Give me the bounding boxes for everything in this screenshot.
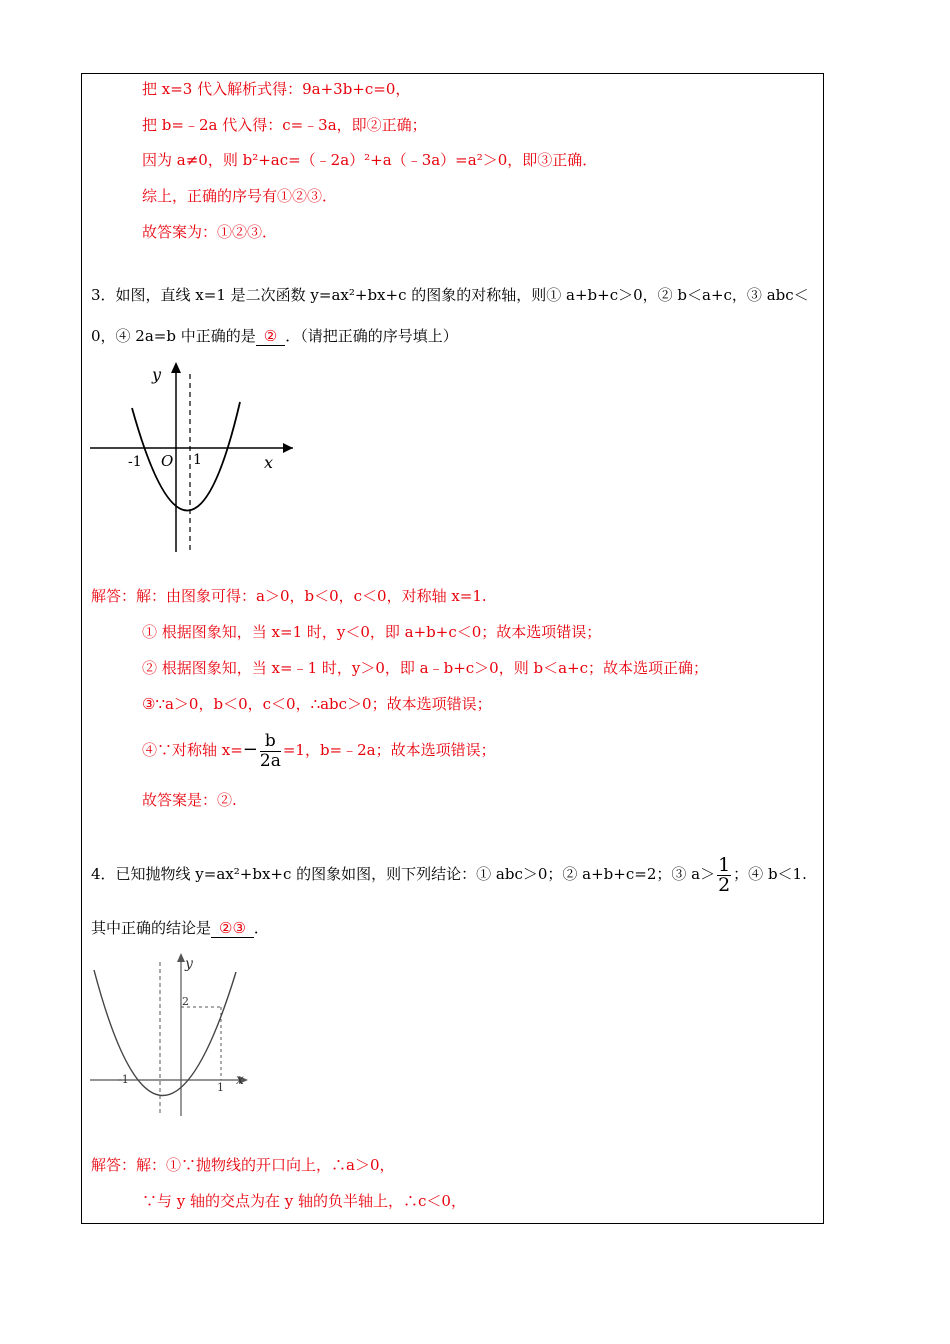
q3-solution-text: ④∵对称轴 x= xyxy=(142,741,243,759)
q3-solution: ① 根据图象知，当 x=1 时，y＜0，即 a+b+c＜0；故本选项错误； xyxy=(142,623,602,641)
solution-line: 故答案为：①②③． xyxy=(142,223,278,241)
tick-label: 2 xyxy=(182,995,189,1008)
y-axis-arrow xyxy=(177,953,185,962)
y-label: y xyxy=(152,365,162,384)
q3-solution-text: =1，b=﹣2a；故本选项错误； xyxy=(282,741,496,759)
tick-label: -1 xyxy=(128,454,142,470)
q3-stem-text: ．（请把正确的序号填上） xyxy=(285,327,458,345)
solution-line: 把 x=3 代入解析式得：9a+3b+c=0， xyxy=(142,80,411,98)
q3-solution: ② 根据图象知，当 x=﹣1 时，y＞0，即 a﹣b+c＞0，则 b＜a+c；故本选项正确； xyxy=(142,659,709,677)
q3-parabola-graph xyxy=(88,360,298,556)
tick-label: 1 xyxy=(217,1081,224,1094)
x-label: x xyxy=(264,453,274,472)
q4-stem-text: ． xyxy=(253,919,269,937)
q3-stem: 3．如图，直线 x=1 是二次函数 y=ax²+bx+c 的图象的对称轴，则① a+b+c＞0，② b＜a+c，③ abc＜ xyxy=(91,286,809,304)
q4-stem xyxy=(91,852,807,896)
solution-line: 综上，正确的序号有①②③． xyxy=(142,187,338,205)
fraction-one-half xyxy=(717,853,731,896)
y-axis-arrow xyxy=(171,362,181,373)
q3-stem-text: 0，④ 2a=b 中正确的是 xyxy=(91,327,256,345)
x-label: x xyxy=(236,1072,244,1088)
origin-label: O xyxy=(161,452,174,470)
solution-line: 把 b=﹣2a 代入得：c=﹣3a，即②正确； xyxy=(142,116,427,134)
y-label: y xyxy=(185,956,193,972)
q4-stem-text: ；④ b＜1. xyxy=(733,865,807,883)
fraction-denominator: 2a xyxy=(259,750,281,771)
q4-solution: ∵与 y 轴的交点为在 y 轴的负半轴上，∴c＜0， xyxy=(142,1192,466,1210)
parabola-curve xyxy=(94,970,236,1096)
q4-parabola-graph xyxy=(88,950,253,1120)
q3-solution: ③∵a＞0，b＜0，c＜0，∴abc＞0；故本选项错误； xyxy=(142,695,492,713)
fraction-b-over-2a xyxy=(260,732,281,771)
q3-solution: 解答：解：由图象可得：a＞0，b＜0，c＜0，对称轴 x=1. xyxy=(91,587,487,605)
q3-stem-2 xyxy=(91,326,458,346)
solution-line: 因为 a≠0，则 b²+ac=（﹣2a）²+a（﹣3a）=a²＞0，即③正确． xyxy=(142,151,598,169)
fraction-denominator: 2 xyxy=(718,873,731,896)
q3-solution-4 xyxy=(142,730,496,771)
q4-solution: 解答：解：①∵抛物线的开口向上，∴a＞0， xyxy=(91,1156,395,1174)
parabola-curve xyxy=(132,402,240,511)
minus-sign: − xyxy=(242,739,258,760)
q4-stem-text: 4．已知抛物线 y=ax²+bx+c 的图象如图，则下列结论：① abc＞0；② a+b+c=2；③ a＞ xyxy=(91,865,716,883)
fraction-numerator: 1 xyxy=(718,853,731,876)
x-axis-arrow xyxy=(283,443,293,453)
q4-stem-2 xyxy=(91,918,269,938)
tick-label: -1 xyxy=(118,1073,129,1086)
tick-label: 1 xyxy=(193,452,202,468)
q3-answer-blank: ② xyxy=(256,327,285,346)
fraction-numerator: b xyxy=(260,732,281,752)
q4-stem-text: 其中正确的结论是 xyxy=(91,919,212,937)
q4-answer-blank: ②③ xyxy=(211,919,254,938)
q3-solution: 故答案是：②. xyxy=(142,791,237,809)
